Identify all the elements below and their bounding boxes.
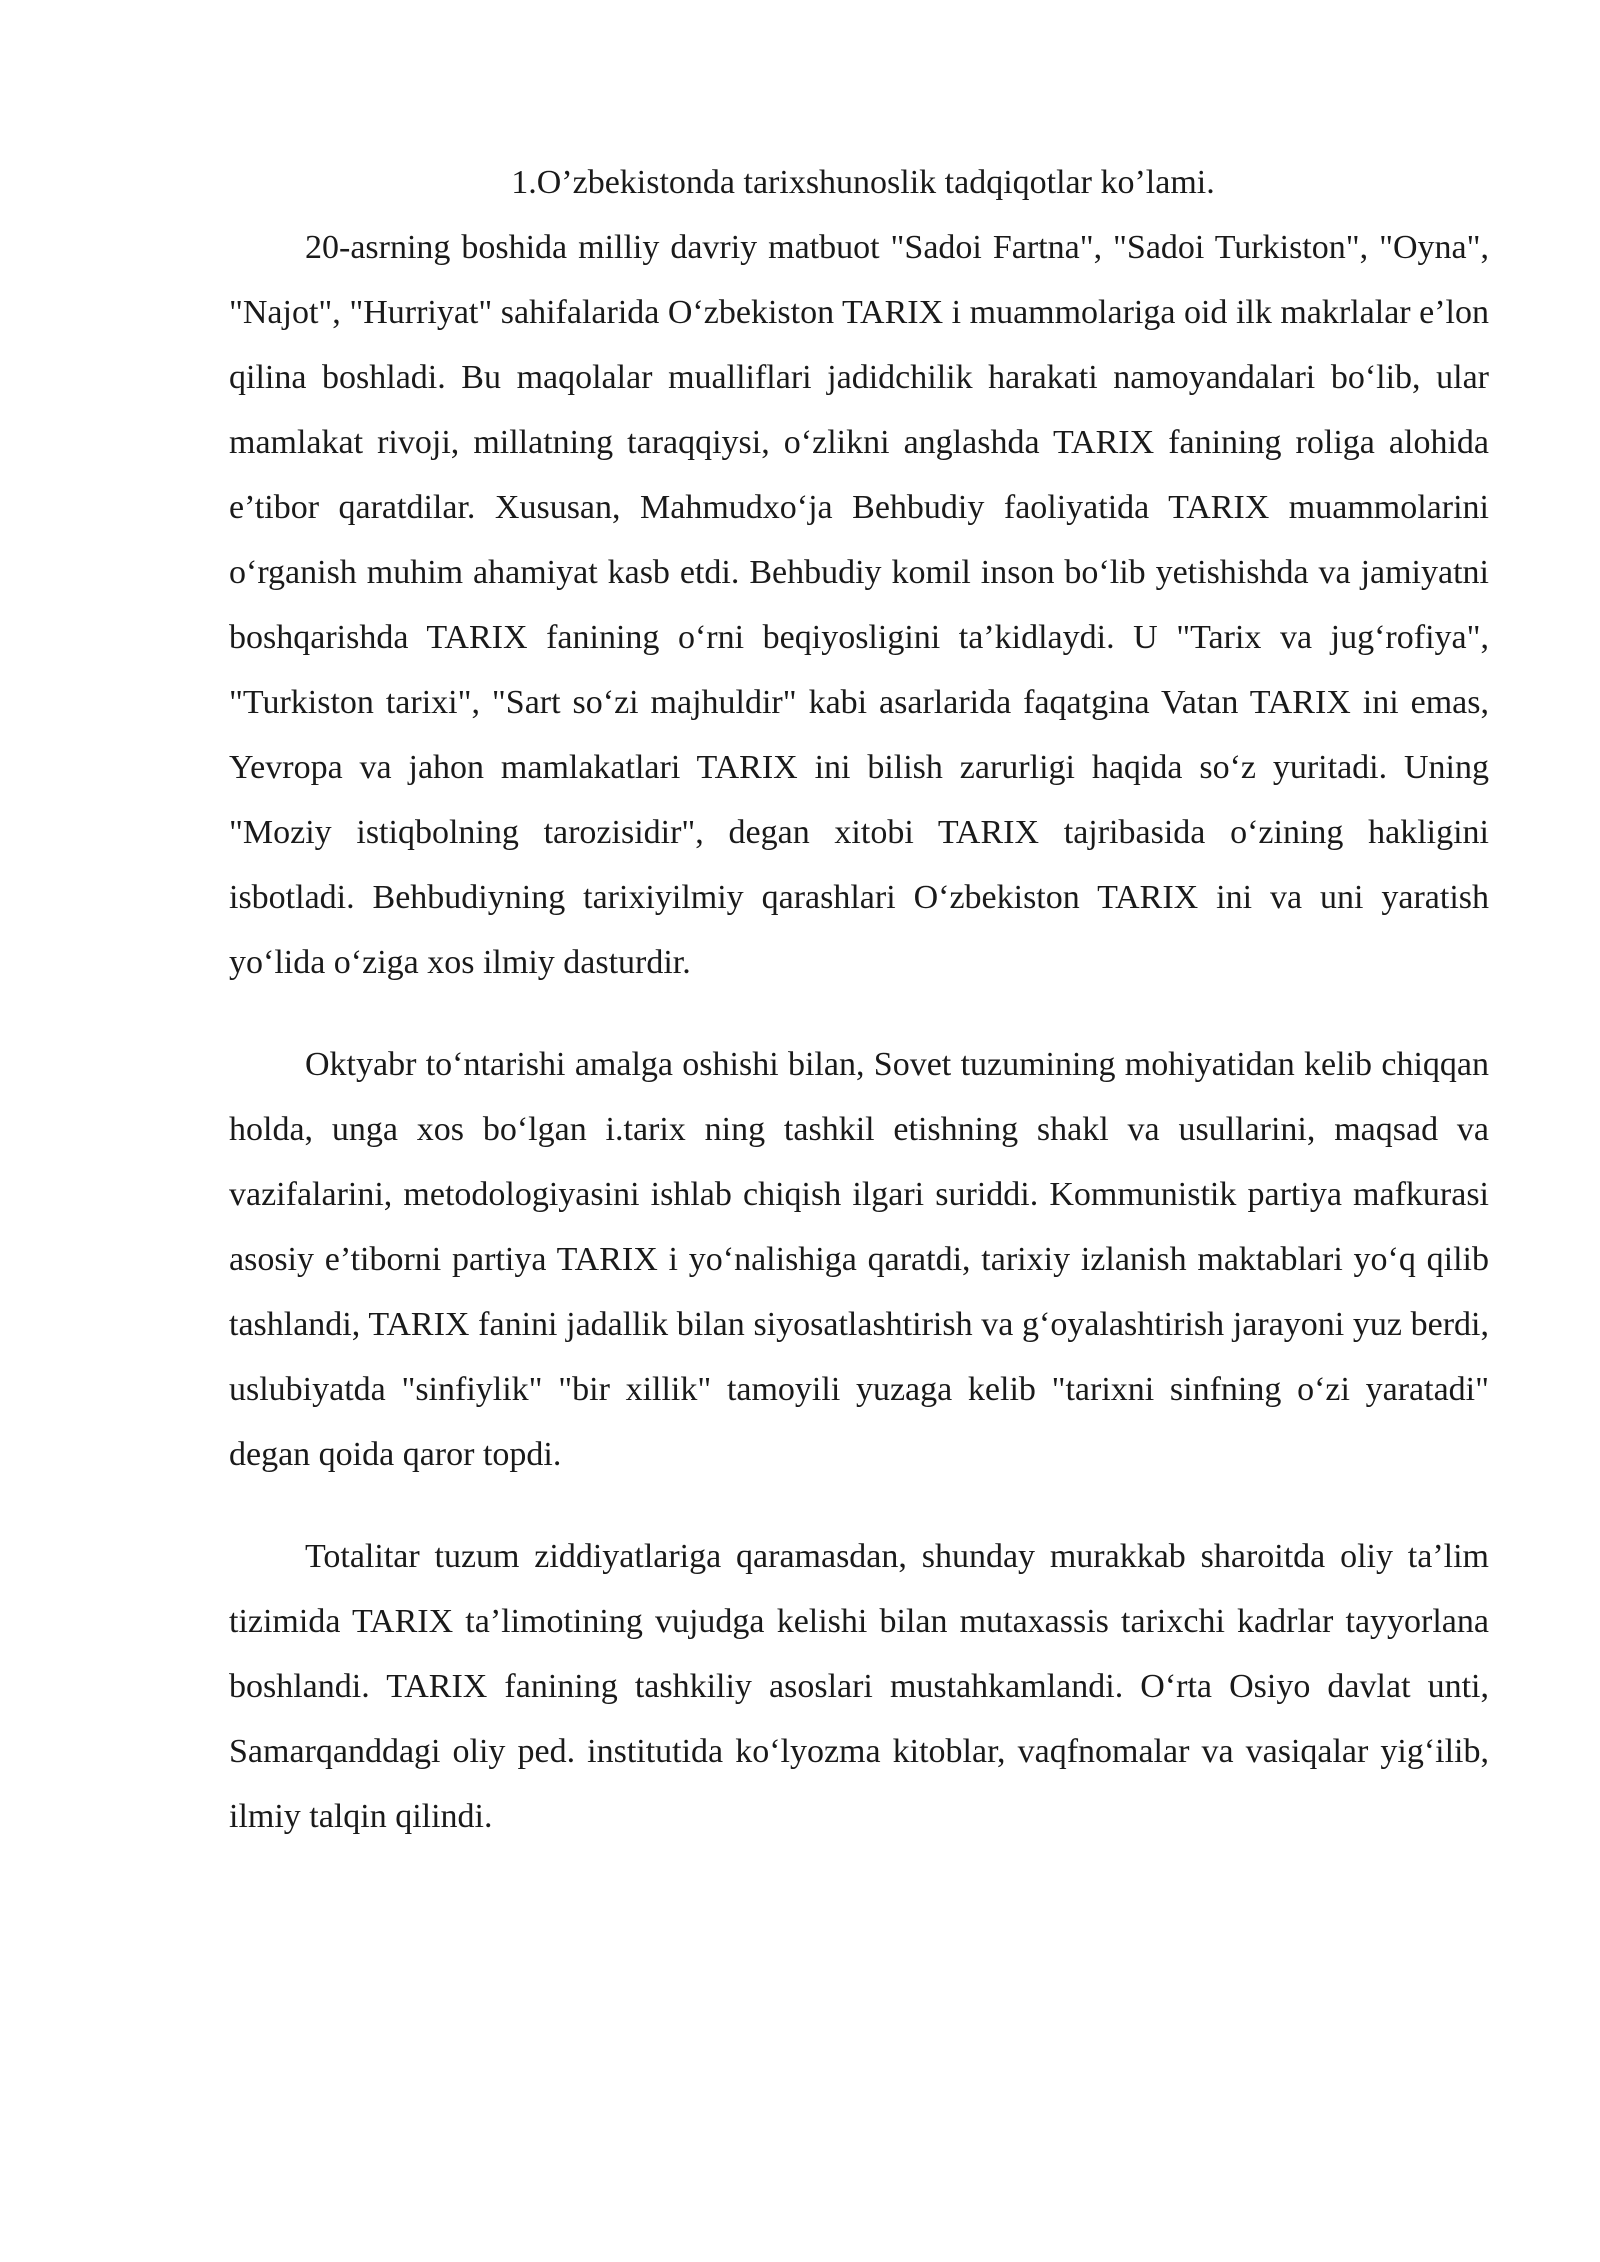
paragraph-higher-education: Totalitar tuzum ziddiyatlariga qaramasdan, shunday murakkab sharoitda oliy ta’lim tizimida TARIX ta’limotining vujudga kelishi bilan mutaxassis tarixchi kadrlar tayyorlana boshlandi. TARIX fanining tashkiliy asoslari mustahkamlandi. O‘rta Osiyo davlat unti, Samarqanddagi oliy ped. institutida ko‘lyozma kitoblar, vaqfnomalar va vasiqalar yig‘ilib, ilmiy talqin qilindi. — [229, 1538, 1489, 1835]
document-title: 1.O’zbekistonda tarixshunoslik tadqiqotlar ko’lami. — [511, 164, 1215, 201]
document-body — [229, 150, 1489, 1849]
paragraph-jadid-press: 20-asrning boshida milliy davriy matbuot "Sadoi Fartna", "Sadoi Turkiston", "Oyna", "Najot", "Hurriyat" sahifalarida O‘zbekiston TARIX i muammolariga oid ilk makrlalar e’lon qilina boshladi. Bu maqolalar mualliflari jadidchilik harakati namoyandalari bo‘lib, ular mamlakat rivoji, millatning taraqqiysi, o‘zlikni anglashda TARIX fanining roliga alohida e’tibor qaratdilar. Xususan, Mahmudxo‘ja Behbudiy faoliyatida TARIX muammolarini o‘rganish muhim ahamiyat kasb etdi. Behbudiy komil inson bo‘lib yetishishda va jamiyatni boshqarishda TARIX fanining o‘rni beqiyosligini ta’kidlaydi. U "Tarix va jug‘rofiya", "Turkiston tarixi", "Sart so‘zi majhuldir" kabi asarlarida faqatgina Vatan TARIX ini emas, Yevropa va jahon mamlakatlari TARIX ini bilish zarurligi haqida so‘z yuritadi. Uning "Moziy istiqbolning tarozisidir", degan xitobi TARIX tajribasida o‘zining hakligini isbotladi. Behbudiyning tarixiyilmiy qarashlari O‘zbekiston TARIX ini va uni yaratish yo‘lida o‘ziga xos ilmiy dasturdir. — [229, 229, 1489, 981]
paragraph-soviet-period: Oktyabr to‘ntarishi amalga oshishi bilan, Sovet tuzumining mohiyatidan kelib chiqqan holda, unga xos bo‘lgan i.tarix ning tashkil etishning shakl va usullarini, maqsad va vazifalarini, metodologiyasini ishlab chiqish ilgari suriddi. Kommunistik partiya mafkurasi asosiy e’tiborni partiya TARIX i yo‘nalishiga qaratdi, tarixiy izlanish maktablari yo‘q qilib tashlandi, TARIX fanini jadallik bilan siyosatlashtirish va g‘oyalashtirish jarayoni yuz berdi, uslubiyatda "sinfiylik" "bir xillik" tamoyili yuzaga kelib "tarixni sinfning o‘zi yaratadi" degan qoida qaror topdi. — [229, 1046, 1489, 1473]
